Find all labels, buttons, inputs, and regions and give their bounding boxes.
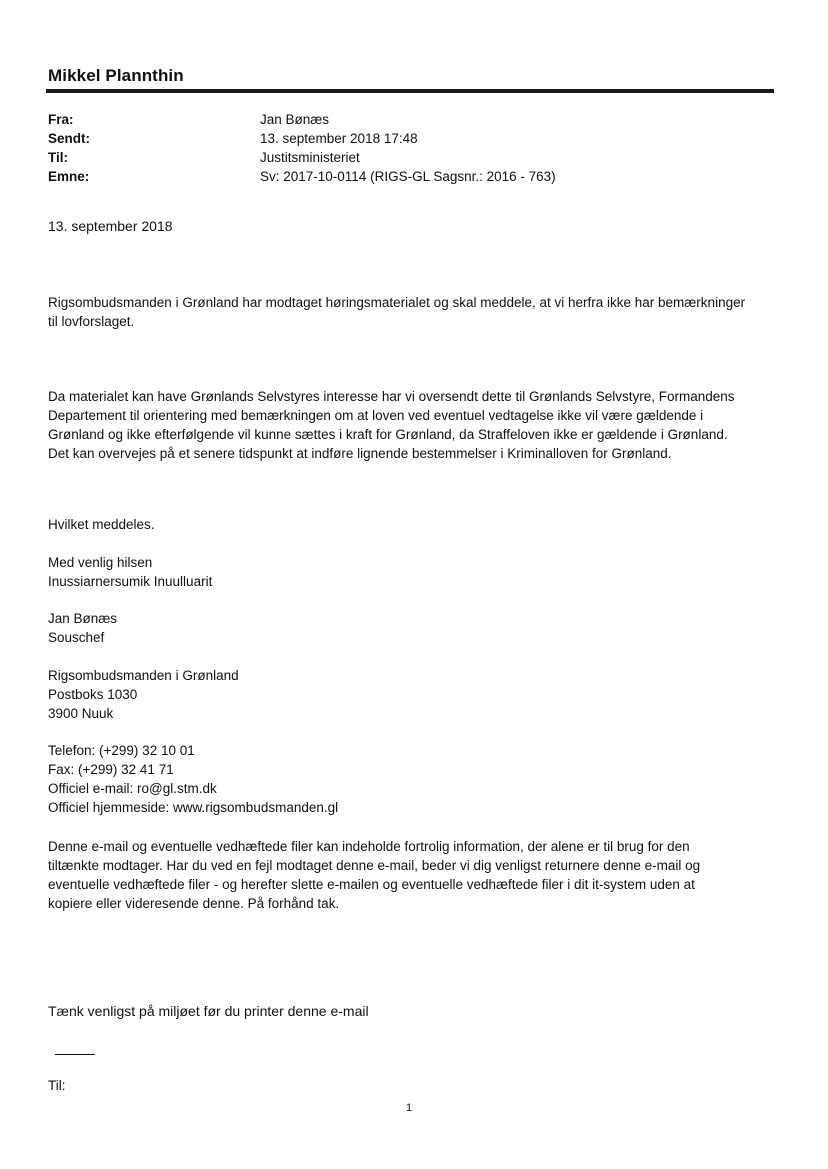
paragraph-2-line-1: Da materialet kan have Grønlands Selvstyres interesse har vi oversendt dette til Grønlands Selvstyre, Formandens (48, 389, 735, 404)
address-line-2: Postboks 1030 (48, 687, 138, 702)
greeting-line-2: Inussiarnersumik Inuulluarit (48, 574, 213, 589)
address-line-3: 3900 Nuuk (48, 706, 114, 721)
contact-website: Officiel hjemmeside: www.rigsombudsmanden.gl (48, 800, 339, 815)
header-divider (46, 89, 774, 93)
from-label: Fra: (48, 112, 74, 127)
address-line-1: Rigsombudsmanden i Grønland (48, 668, 239, 683)
header-row-sent (48, 129, 748, 148)
footer-to-label: Til: (48, 1078, 66, 1093)
disclaimer-line-2: tiltænkte modtager. Har du ved en fejl modtaget denne e-mail, beder vi dig venligst returnere denne e-mail og (48, 858, 701, 873)
email-header (48, 110, 748, 186)
header-row-from (48, 110, 748, 129)
subject-value: Sv: 2017-10-0114 (RIGS-GL Sagsnr.: 2016 - 763) (260, 169, 556, 184)
closing-line: Hvilket meddeles. (48, 517, 155, 532)
disclaimer-line-4: kopiere eller videresende denne. På forhånd tak. (48, 896, 340, 911)
paragraph-2-line-4: Det kan overvejes på et senere tidspunkt at indføre lignende bestemmelser i Kriminalloven for Grønland. (48, 446, 672, 461)
paragraph-2-line-3: Grønland og ikke efterfølgende vil kunne sættes i kraft for Grønland, da Straffeloven ikke er gældende i Grønland. (48, 427, 728, 442)
contact-email: Officiel e-mail: ro@gl.stm.dk (48, 781, 217, 796)
header-row-subject (48, 167, 748, 186)
contact-fax: Fax: (+299) 32 41 71 (48, 762, 174, 777)
to-value: Justitsministeriet (260, 150, 360, 165)
subject-label: Emne: (48, 169, 90, 184)
disclaimer-line-3: eventuelle vedhæftede filer - og herefter slette e-mailen og eventuelle vedhæftede filer i dit it-system uden at (48, 877, 695, 892)
paragraph-2-line-2: Departement til orientering med bemærkningen om at loven ved eventuel vedtagelse ikke vil være gældende i (48, 408, 704, 423)
environment-note: Tænk venligst på miljøet før du printer denne e-mail (48, 1003, 369, 1019)
signer-title: Souschef (48, 630, 105, 645)
from-value: Jan Bønæs (260, 112, 330, 127)
to-label: Til: (48, 150, 68, 165)
greeting-line-1: Med venlig hilsen (48, 555, 153, 570)
date-line: 13. september 2018 (48, 218, 173, 234)
sent-value: 13. september 2018 17:48 (260, 131, 418, 146)
page-number: 1 (406, 1102, 413, 1114)
paragraph-1-line-1: Rigsombudsmanden i Grønland har modtaget høringsmaterialet og skal meddele, at vi herfra ikke har bemærkninger (48, 295, 746, 310)
owner-name: Mikkel Plannthin (48, 66, 184, 85)
header-row-to (48, 148, 748, 167)
separator-line (55, 1054, 95, 1055)
paragraph-1-line-2: til lovforslaget. (48, 314, 135, 329)
sent-label: Sendt: (48, 131, 90, 146)
disclaimer-line-1: Denne e-mail og eventuelle vedhæftede filer kan indeholde fortrolig information, der alene er til brug for den (48, 839, 690, 854)
contact-phone: Telefon: (+299) 32 10 01 (48, 743, 195, 758)
signer-name: Jan Bønæs (48, 611, 118, 626)
